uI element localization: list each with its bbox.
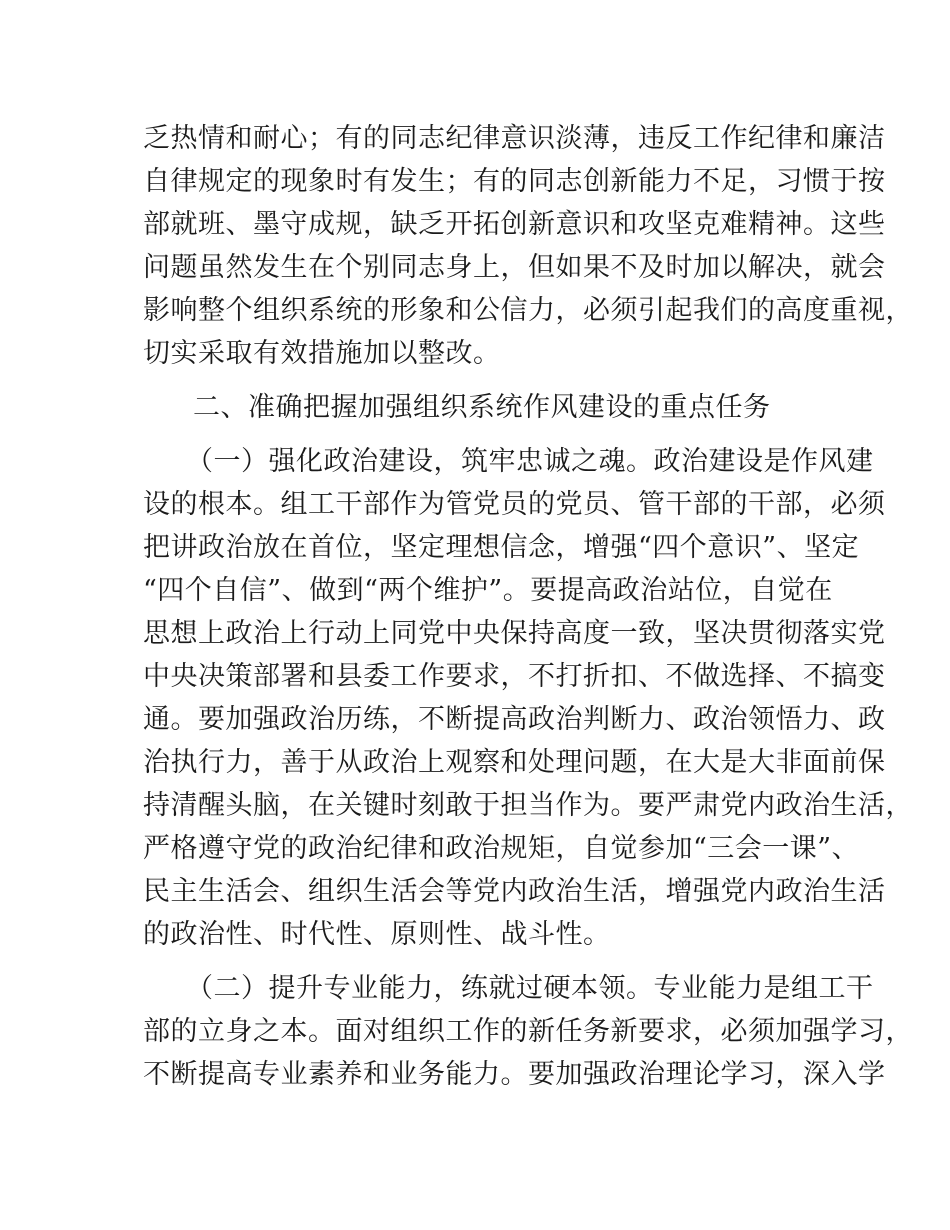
text-line: 治执行力，善于从政治上观察和处理问题，在大是大非面前保	[143, 747, 886, 778]
text-line: 切实采取有效措施加以整改。	[143, 338, 501, 369]
text-line: 的政治性、时代性、原则性、战斗性。	[143, 919, 611, 950]
text-line: 民主生活会、组织生活会等党内政治生活，增强党内政治生活	[143, 876, 886, 907]
text-line: 中央决策部署和县委工作要求，不打折扣、不做选择、不搞变	[143, 661, 886, 692]
section-heading: 二、准确把握加强组织系统作风建设的重点任务	[193, 392, 771, 423]
text-line: 不断提高专业素养和业务能力。要加强政治理论学习，深入学	[143, 1059, 886, 1090]
text-line: 乏热情和耐心；有的同志纪律意识淡薄，违反工作纪律和廉洁	[143, 123, 886, 154]
text-line: 思想上政治上行动上同党中央保持高度一致，坚决贯彻落实党	[143, 618, 886, 649]
subsection-heading-line: （一）强化政治建设，筑牢忠诚之魂。政治建设是作风建	[186, 446, 874, 477]
text-line: 问题虽然发生在个别同志身上，但如果不及时加以解决，就会	[143, 252, 886, 283]
text-line: 部的立身之本。面对组织工作的新任务新要求，必须加强学习，	[143, 1016, 913, 1047]
text-line: 严格遵守党的政治纪律和政治规矩，自觉参加“三会一课”、	[143, 833, 860, 864]
subsection-heading-line: （二）提升专业能力，练就过硬本领。专业能力是组工干	[186, 973, 874, 1004]
text-line: 通。要加强政治历练，不断提高政治判断力、政治领悟力、政	[143, 704, 886, 735]
text-line: 自律规定的现象时有发生；有的同志创新能力不足，习惯于按	[143, 166, 886, 197]
text-line: 影响整个组织系统的形象和公信力，必须引起我们的高度重视，	[143, 295, 913, 326]
text-line: 设的根本。组工干部作为管党员的党员、管干部的干部，必须	[143, 489, 886, 520]
text-line: 把讲政治放在首位，坚定理想信念，增强“四个意识”、坚定	[143, 532, 860, 563]
text-line: 部就班、墨守成规，缺乏开拓创新意识和攻坚克难精神。这些	[143, 209, 886, 240]
text-line: “四个自信”、做到“两个维护”。要提高政治站位，自觉在	[143, 575, 833, 606]
text-line: 持清醒头脑，在关键时刻敢于担当作为。要严肃党内政治生活，	[143, 790, 913, 821]
